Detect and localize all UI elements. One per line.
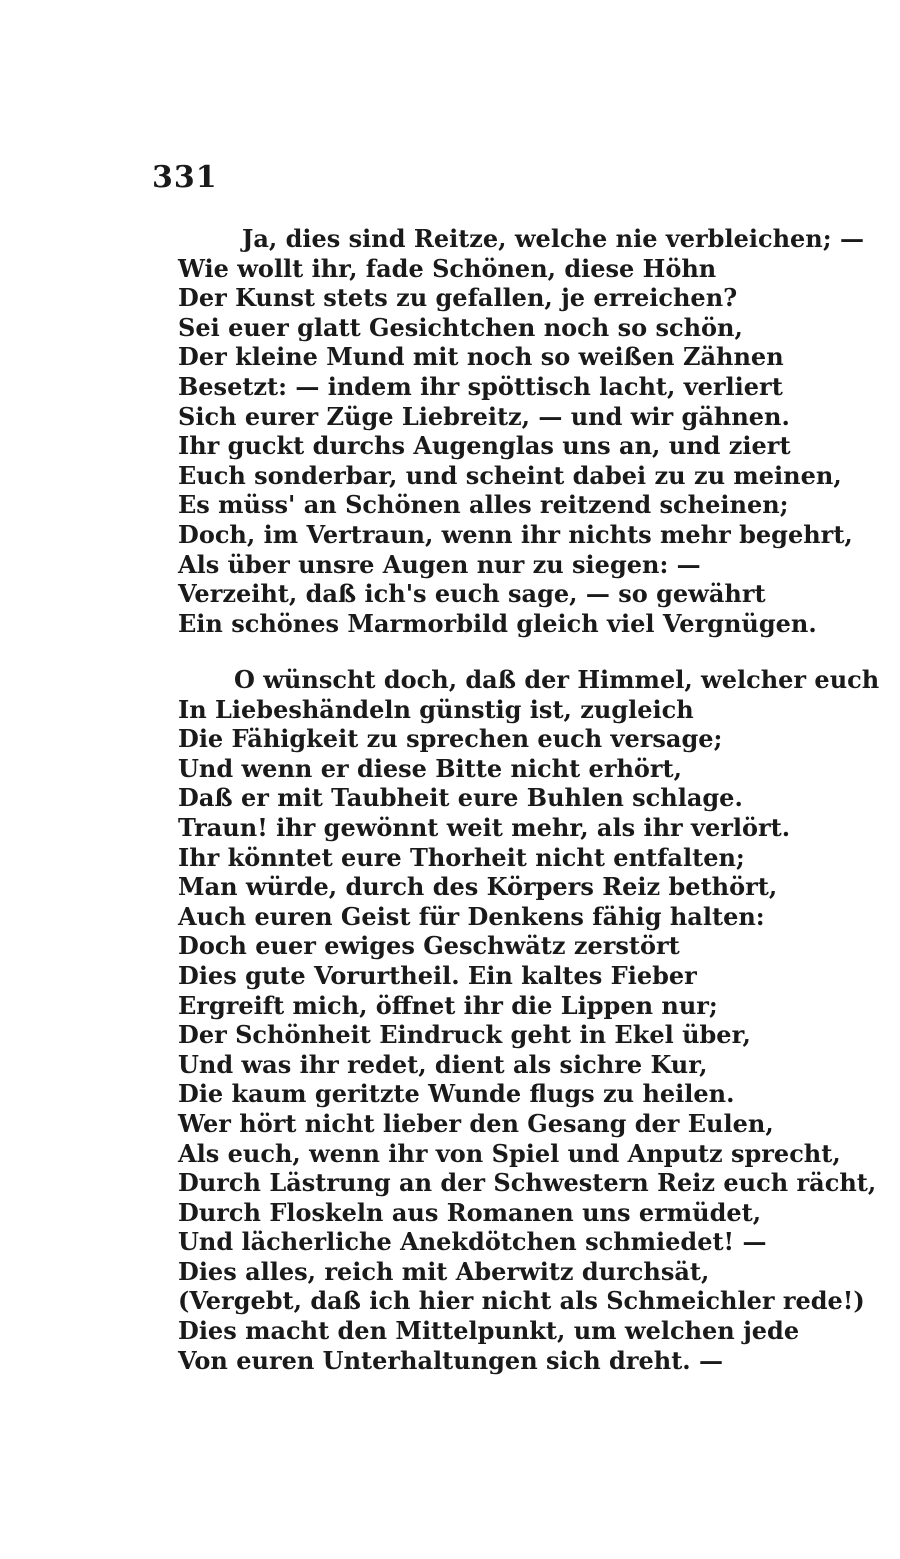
page-number: 331 [152, 160, 218, 195]
verse-line: Es müss' an Schönen alles reitzend scheinen; [178, 490, 789, 520]
verse-line: Und was ihr redet, dient als sichre Kur, [178, 1049, 708, 1079]
verse-line: Ihr könntet eure Thorheit nicht entfalten; [178, 842, 745, 872]
verse-line: Als euch, wenn ihr von Spiel und Anputz sprecht, [178, 1138, 841, 1168]
verse-line: Man würde, durch des Körpers Reiz bethört, [178, 872, 778, 902]
verse-line: Ein schönes Marmorbild gleich viel Vergnügen. [178, 608, 817, 638]
verse-line: In Liebeshändeln günstig ist, zugleich [178, 694, 694, 724]
verse-line: Euch sonderbar, und scheint dabei zu zu meinen, [178, 460, 842, 490]
verse-line: Ergreift mich, öffnet ihr die Lippen nur; [178, 990, 718, 1020]
verse-line: Ja, dies sind Reitze, welche nie verbleichen; — [242, 224, 864, 253]
stanza-2 [178, 665, 880, 1375]
verse-line: Daß er mit Taubheit eure Buhlen schlage. [178, 783, 743, 813]
verse-line: Verzeiht, daß ich's euch sage, — so gewährt [178, 579, 766, 609]
verse-line: Als über unsre Augen nur zu siegen: — [178, 549, 701, 579]
verse-line: Durch Floskeln aus Romanen uns ermüdet, [178, 1197, 762, 1227]
verse-line: Traun! ihr gewönnt weit mehr, als ihr verlört. [178, 812, 791, 842]
verse-line: Die kaum geritzte Wunde flugs zu heilen. [178, 1079, 735, 1109]
verse-line: Ihr guckt durchs Augenglas uns an, und ziert [178, 431, 791, 461]
verse-line: Doch, im Vertraun, wenn ihr nichts mehr begehrt, [178, 519, 853, 549]
verse-line: Und lächerliche Anekdötchen schmiedet! — [178, 1227, 767, 1257]
verse-line: Sei euer glatt Gesichtchen noch so schön, [178, 312, 743, 342]
verse-line: Und wenn er diese Bitte nicht erhört, [178, 753, 682, 783]
verse-line: Doch euer ewiges Geschwätz zerstört [178, 931, 680, 961]
verse-line: Dies alles, reich mit Aberwitz durchsät, [178, 1256, 710, 1286]
verse-line: Der Kunst stets zu gefallen, je erreichen? [178, 283, 738, 313]
verse-line: Dies macht den Mittelpunkt, um welchen jede [178, 1316, 800, 1346]
verse-line: O wünscht doch, daß der Himmel, welcher euch [234, 665, 880, 694]
verse-line: Der Schönheit Eindruck geht in Ekel über, [178, 1020, 751, 1050]
verse-line: (Vergebt, daß ich hier nicht als Schmeichler rede!) [178, 1286, 865, 1316]
verse-line: Von euren Unterhaltungen sich dreht. — [178, 1345, 723, 1375]
stanza-1 [178, 224, 864, 638]
verse-line: Die Fähigkeit zu sprechen euch versage; [178, 724, 723, 754]
verse-line: Sich eurer Züge Liebreitz, — und wir gähnen. [178, 401, 790, 431]
verse-line: Durch Lästrung an der Schwestern Reiz euch rächt, [178, 1168, 877, 1198]
verse-line: Besetzt: — indem ihr spöttisch lacht, verliert [178, 371, 783, 401]
verse-line: Wer hört nicht lieber den Gesang der Eulen, [178, 1108, 774, 1138]
verse-line: Der kleine Mund mit noch so weißen Zähnen [178, 342, 784, 372]
verse-line: Dies gute Vorurtheil. Ein kaltes Fieber [178, 960, 697, 990]
verse-line: Wie wollt ihr, fade Schönen, diese Höhn [178, 253, 717, 283]
verse-line: Auch euren Geist für Denkens fähig halten: [178, 901, 765, 931]
